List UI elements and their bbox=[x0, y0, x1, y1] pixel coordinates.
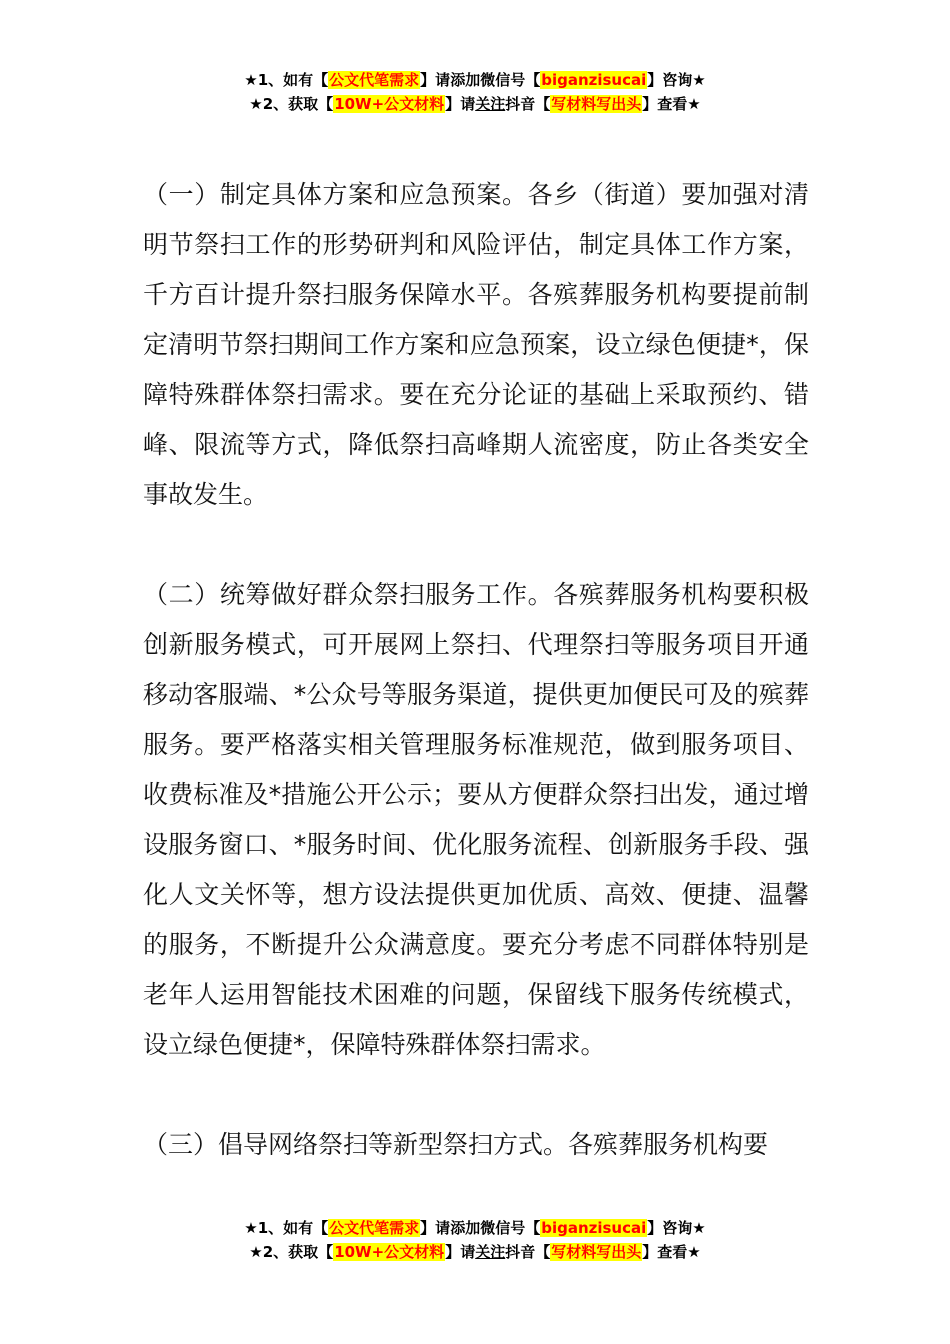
banner-text: 】咨询★ bbox=[647, 1219, 706, 1237]
banner-text: 】请 bbox=[420, 71, 451, 89]
banner-text: ★2、获取【 bbox=[249, 95, 334, 113]
banner-highlight: 写材料写出头 bbox=[551, 95, 642, 113]
banner-highlight: 写材料写出头 bbox=[551, 1243, 642, 1261]
banner-text: 】请 bbox=[420, 1219, 451, 1237]
banner-text: 】请 bbox=[445, 1243, 476, 1261]
header-banner-line-2 bbox=[0, 92, 950, 116]
paragraph-2: （二）统筹做好群众祭扫服务工作。各殡葬服务机构要积极创新服务模式，可开展网上祭扫、代理祭扫等服务项目开通移动客服端、*公众号等服务渠道，提供更加便民可及的殡葬服务。要严格落实相关管理服务标准规范，做到服务项目、收费标准及*措施公开公示；要从方便群众祭扫出发，通过增设服务窗口、*服务时间、优化服务流程、创新服务手段、强化人文关怀等，想方设法提供更加优质、高效、便捷、温馨的服务，不断提升公众满意度。要充分考虑不同群体特别是老年人运用智能技术困难的问题，保留线下服务传统模式，设立绿色便捷*，保障特殊群体祭扫需求。 bbox=[143, 580, 809, 1059]
banner-highlight: 公文代笔需求 bbox=[329, 1219, 420, 1237]
banner-text: 添加 bbox=[450, 71, 481, 89]
banner-text: ★2、获取【 bbox=[249, 1243, 334, 1261]
banner-text: 关注 bbox=[475, 95, 506, 113]
document-body bbox=[143, 170, 809, 1170]
banner-text: ★1、如有【 bbox=[244, 1219, 329, 1237]
header-banner-line-1 bbox=[0, 68, 950, 92]
footer-banner bbox=[0, 1216, 950, 1264]
banner-text: 添加 bbox=[450, 1219, 481, 1237]
banner-text: 抖音【 bbox=[505, 1243, 551, 1261]
banner-text: ★1、如有【 bbox=[244, 71, 329, 89]
banner-text: 关注 bbox=[475, 1243, 506, 1261]
footer-banner-line-2 bbox=[0, 1240, 950, 1264]
paragraph-3: （三）倡导网络祭扫等新型祭扫方式。各殡葬服务机构要 bbox=[143, 1130, 769, 1159]
banner-text: 抖音【 bbox=[505, 95, 551, 113]
banner-text: 】查看★ bbox=[642, 95, 701, 113]
banner-text: 微信号【 bbox=[480, 1219, 541, 1237]
banner-text: 】查看★ bbox=[642, 1243, 701, 1261]
banner-text: 】请 bbox=[445, 95, 476, 113]
header-banner bbox=[0, 68, 950, 116]
paragraph-1: （一）制定具体方案和应急预案。各乡（街道）要加强对清明节祭扫工作的形势研判和风险评估，制定具体工作方案，千方百计提升祭扫服务保障水平。各殡葬服务机构要提前制定清明节祭扫期间工作方案和应急预案，设立绿色便捷*，保障特殊群体祭扫需求。要在充分论证的基础上采取预约、错峰、限流等方式，降低祭扫高峰期人流密度，防止各类安全事故发生。 bbox=[143, 180, 809, 509]
banner-text: 微信号【 bbox=[480, 71, 541, 89]
banner-highlight: 10W+公文材料 bbox=[334, 95, 445, 113]
banner-highlight: biganzisucai bbox=[541, 71, 647, 89]
footer-banner-line-1 bbox=[0, 1216, 950, 1240]
banner-highlight: 10W+公文材料 bbox=[334, 1243, 445, 1261]
banner-text: 】咨询★ bbox=[647, 71, 706, 89]
banner-highlight: 公文代笔需求 bbox=[329, 71, 420, 89]
banner-highlight: biganzisucai bbox=[541, 1219, 647, 1237]
